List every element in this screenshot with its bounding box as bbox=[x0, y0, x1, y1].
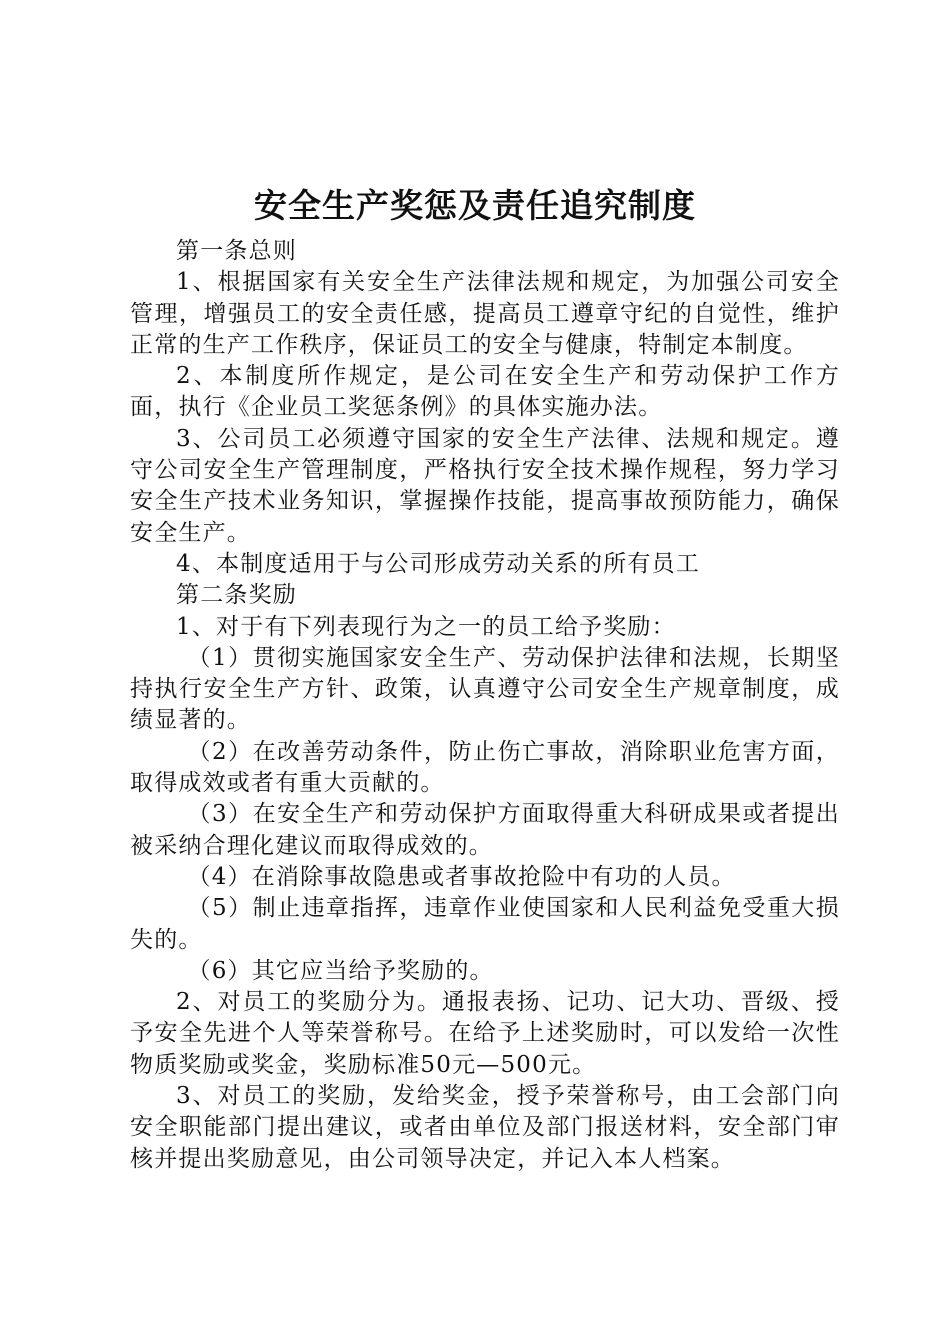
list-item: （1）贯彻实施国家安全生产、劳动保护法律和法规，长期坚持执行安全生产方针、政策，认真遵守公司安全生产规章制度，成绩显著的。 bbox=[130, 644, 840, 734]
paragraph: 2、本制度所作规定，是公司在安全生产和劳动保护工作方面，执行《企业员工奖惩条例》的具体实施办法。 bbox=[130, 363, 840, 421]
list-item: （4）在消除事故隐患或者事故抢险中有功的人员。 bbox=[187, 863, 736, 890]
list-item: （6）其它应当给予奖励的。 bbox=[187, 957, 494, 984]
paragraph: 3、公司员工必须遵守国家的安全生产法律、法规和规定。遵守公司安全生产管理制度，严格执行安全技术操作规程，努力学习安全生产技术业务知识，掌握操作技能，提高事故预防能力，确保安全生产。 bbox=[130, 425, 840, 546]
paragraph: 3、对员工的奖励，发给奖金，授予荣誉称号，由工会部门向安全职能部门提出建议，或者由单位及部门报送材料，安全部门审核并提出奖励意见，由公司领导决定，并记入本人档案。 bbox=[130, 1083, 840, 1172]
list-item: （3）在安全生产和劳动保护方面取得重大科研成果或者提出被采纳合理化建议而取得成效的。 bbox=[130, 801, 840, 859]
paragraph: 1、对于有下列表现行为之一的员工给予奖励： bbox=[176, 613, 676, 640]
section-heading-general: 第一条总则 bbox=[176, 238, 297, 264]
section-heading-rewards: 第二条奖励 bbox=[176, 582, 297, 609]
list-item: （5）制止违章指挥，违章作业使国家和人民利益免受重大损失的。 bbox=[130, 895, 840, 953]
paragraph: 4、本制度适用于与公司形成劳动关系的所有员工 bbox=[176, 550, 701, 577]
document-body bbox=[130, 236, 840, 1175]
document-title: 安全生产奖惩及责任追究制度 bbox=[254, 186, 696, 225]
paragraph: 1、根据国家有关安全生产法律法规和规定，为加强公司安全管理，增强员工的安全责任感，提高员工遵章守纪的自觉性，维护正常的生产工作秩序，保证员工的安全与健康，特制定本制度。 bbox=[130, 269, 840, 358]
list-item: （2）在改善劳动条件，防止伤亡事故，消除职业危害方面，取得成效或者有重大贡献的。 bbox=[130, 738, 840, 797]
paragraph: 2、对员工的奖励分为。通报表扬、记功、记大功、晋级、授予安全先进个人等荣誉称号。在给予上述奖励时，可以发给一次性物质奖励或奖金，奖励标准50元—500元。 bbox=[130, 989, 840, 1078]
